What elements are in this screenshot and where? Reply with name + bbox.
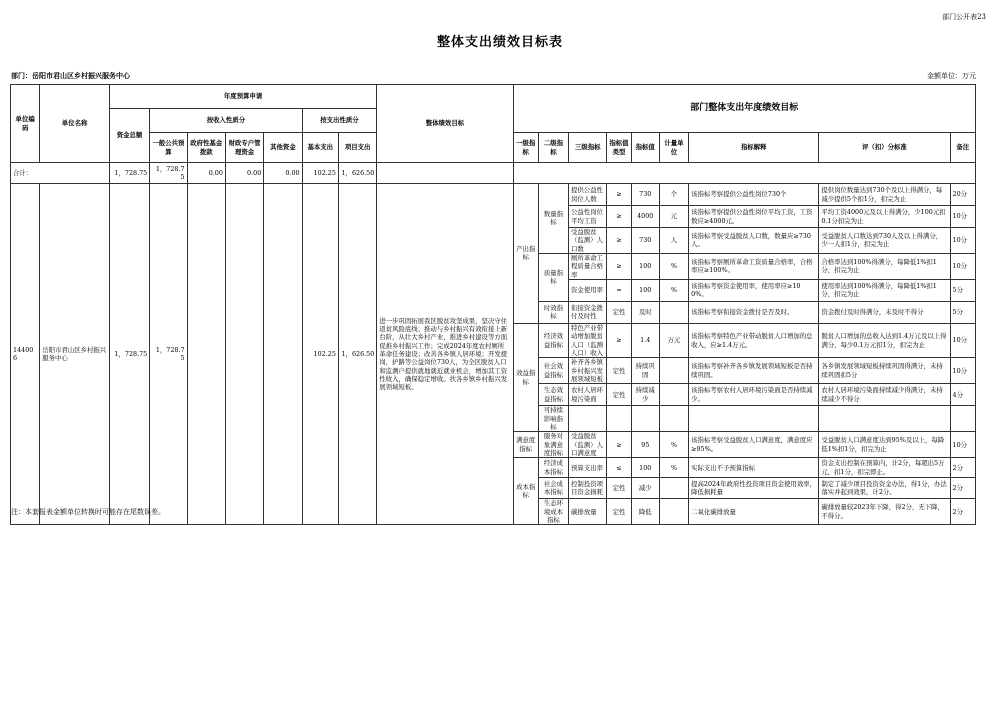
- indicator-type: =: [607, 279, 631, 301]
- indicator-name: 厕所革命工程质量合格率: [569, 253, 607, 279]
- indicator-remark: 10分: [950, 228, 975, 254]
- basic-expense-header: 基本支出: [302, 133, 338, 163]
- indicator-explanation: 该指标考察衔接资金拨付是否及时。: [689, 301, 819, 323]
- total-special: 0.00: [225, 163, 263, 184]
- indicator-remark: 10分: [950, 358, 975, 384]
- indicator-name: 衔接资金拨付及时性: [569, 301, 607, 323]
- level2-timeliness: 时效指标: [538, 301, 568, 323]
- indicator-unit: 人: [659, 228, 688, 254]
- indicator-value: 降低: [631, 499, 659, 525]
- performance-table: [10, 84, 976, 525]
- indicator-remark: 10分: [950, 253, 975, 279]
- indicator-value: 1.4: [631, 323, 659, 357]
- indicator-type: ≥: [607, 228, 631, 254]
- header-row-1: [11, 85, 976, 109]
- level1-cost: 成本指标: [513, 458, 538, 525]
- indicator-scoring: 使用率达到100%得满分，每降低1%扣1分，扣完为止: [819, 279, 950, 301]
- indicator-remark: 20分: [950, 184, 975, 206]
- department-label: 部门：岳阳市君山区乡村振兴服务中心: [11, 71, 130, 80]
- indicator-scoring: 制定了减少项目投资资金办法，得1分，办法落实并起到效果，计2分。: [819, 478, 950, 499]
- indicator-name: 碳排放量: [569, 499, 607, 525]
- indicator-remark: 2分: [950, 499, 975, 525]
- other-funds-header: 其他资金: [264, 133, 302, 163]
- indicator-remark: 10分: [950, 323, 975, 357]
- unit-general: 1，728.75: [150, 184, 187, 525]
- level2-quality: 质量指标: [538, 253, 568, 301]
- indicator-type: 定性: [607, 301, 631, 323]
- indicator-remark: 5分: [950, 301, 975, 323]
- indicator-type: 定性: [607, 358, 631, 384]
- indicator-name: 资金使用率: [569, 279, 607, 301]
- level3-header: 三级指标: [569, 133, 607, 163]
- indicator-unit: [659, 478, 688, 499]
- level2-social-cost: 社会成本指标: [538, 478, 568, 499]
- indicator-value: 730: [631, 184, 659, 206]
- indicator-type: ≥: [607, 323, 631, 357]
- annual-goal-header: 部门整体支出年度绩效目标: [513, 85, 975, 133]
- indicator-value: 100: [631, 253, 659, 279]
- indicator-unit: %: [659, 458, 688, 478]
- total-gov-fund: 0.00: [187, 163, 225, 184]
- unit-total: 1，728.75: [109, 184, 149, 525]
- indicator-scoring: 农村人居环境污染面持续减少得满分，未持续减少不得分: [819, 384, 950, 406]
- indicator-scoring: 脱贫人口增加的总收入达到1.4万元及以上得满分，每少0.1万元扣1分，扣完为止: [819, 323, 950, 357]
- indicator-name: 农村人居环境污染面: [569, 384, 607, 406]
- annual-budget-header: 年度预算申请: [109, 85, 376, 109]
- total-row: [11, 163, 976, 184]
- indicator-type: ≥: [607, 253, 631, 279]
- by-income-header: 按收入性质分: [150, 109, 302, 133]
- indicator-unit: 个: [659, 184, 688, 206]
- level2-sustainable: 可持续影响指标: [538, 406, 568, 432]
- unit-basic: 102.25: [302, 184, 338, 525]
- indicator-explanation: 该指标考察提供公益性岗位平均工资，工资数应≥4000元。: [689, 206, 819, 228]
- indicator-scoring: 资金拨付及时得满分，未及时不得分: [819, 301, 950, 323]
- total-general: 1，728.75: [150, 163, 187, 184]
- scoring-header: 评（扣）分标准: [819, 133, 950, 163]
- indicator-unit: 万元: [659, 323, 688, 357]
- footnote: 注：本套报表金额单位转换时可能存在尾数误差。: [11, 508, 165, 516]
- special-mgmt-header: 财政专户管理资金: [225, 133, 263, 163]
- indicator-name: 控制投资项目资金损耗: [569, 478, 607, 499]
- indicator-type: ≥: [607, 432, 631, 458]
- project-expense-header: 项目支出: [338, 133, 376, 163]
- indicator-remark: 2分: [950, 478, 975, 499]
- indicator-unit: [659, 301, 688, 323]
- indicator-value: 4000: [631, 206, 659, 228]
- indicator-type: [607, 406, 631, 432]
- level2-ecological: 生态效益指标: [538, 384, 568, 406]
- indicator-name: [569, 406, 607, 432]
- indicator-type: 定性: [607, 478, 631, 499]
- indicator-remark: 10分: [950, 432, 975, 458]
- table-row: [11, 184, 976, 206]
- indicator-type: ≥: [607, 184, 631, 206]
- indicator-explanation: 二氧化碳排放量: [689, 499, 819, 525]
- indicator-unit: 元: [659, 206, 688, 228]
- indicator-scoring: 碳排放量较2023年下降，得2分，无下降，不得分。: [819, 499, 950, 525]
- indicator-scoring: [819, 406, 950, 432]
- indicator-type: ≤: [607, 458, 631, 478]
- level2-social: 社会效益指标: [538, 358, 568, 384]
- gov-fund-header: 政府性基金拨款: [187, 133, 225, 163]
- indicator-value: 持续减少: [631, 384, 659, 406]
- page-title: 整体支出绩效目标表: [436, 35, 563, 50]
- level2-economic-cost: 经济成本指标: [538, 458, 568, 478]
- remark-header: 备注: [950, 133, 975, 163]
- table-number: 部门公开表23: [942, 13, 986, 21]
- indicator-type: 定性: [607, 384, 631, 406]
- indicator-scoring: 平均工资4000元及以上得满分，少100元扣0.1分扣完为止: [819, 206, 950, 228]
- indicator-remark: 10分: [950, 206, 975, 228]
- indicator-type: 定性: [607, 499, 631, 525]
- indicator-value: 100: [631, 458, 659, 478]
- value-header: 指标值: [631, 133, 659, 163]
- by-expense-header: 按支出性质分: [302, 109, 377, 133]
- total-project: 1，626.50: [338, 163, 376, 184]
- indicator-name: 受益脱贫（监测）人口满意度: [569, 432, 607, 458]
- level2-service-satisfaction: 服务对象满意度指标: [538, 432, 568, 458]
- total-basic: 102.25: [302, 163, 338, 184]
- indicator-name: 受益脱贫（监测）人口数: [569, 228, 607, 254]
- indicator-unit: %: [659, 279, 688, 301]
- indicator-unit: [659, 499, 688, 525]
- indicator-explanation: 该指标考察受益脱贫人口满意度，满意度应≥95%。: [689, 432, 819, 458]
- explanation-header: 指标解释: [689, 133, 819, 163]
- indicator-name: 提供公益性岗位人数: [569, 184, 607, 206]
- level2-header: 二级指标: [538, 133, 568, 163]
- indicator-value: [631, 406, 659, 432]
- level2-quantity: 数量指标: [538, 184, 568, 254]
- indicator-explanation: 该指标考察提供公益性岗位730个: [689, 184, 819, 206]
- indicator-explanation: 实际支出不予预算指标: [689, 458, 819, 478]
- level2-economic: 经济效益指标: [538, 323, 568, 357]
- level1-output: 产出指标: [513, 184, 538, 324]
- indicator-scoring: 受益脱贫人口数达到730人及以上得满分，少一人扣1分，扣完为止: [819, 228, 950, 254]
- indicator-unit: %: [659, 253, 688, 279]
- level1-header: 一级指标: [513, 133, 538, 163]
- indicator-scoring: 受益脱贫人口满意度达到95%及以上，每降低1%扣1分，扣完为止: [819, 432, 950, 458]
- indicator-value: 持续巩固: [631, 358, 659, 384]
- indicator-explanation: 该指标考察厕所革命工资质量合格率，合格率应≥100%。: [689, 253, 819, 279]
- indicator-explanation: 该指标考察特色产业带动脱贫人口增加的总收入，应≥1.4万元。: [689, 323, 819, 357]
- indicator-value: 及时: [631, 301, 659, 323]
- money-unit-label: 金额单位：万元: [927, 72, 976, 80]
- level1-satisfaction: 满意度指标: [513, 432, 538, 458]
- indicator-remark: 2分: [950, 458, 975, 478]
- indicator-explanation: 该指标考察农村人居环境污染面是否持续减少。: [689, 384, 819, 406]
- indicator-remark: 5分: [950, 279, 975, 301]
- indicator-type: ≥: [607, 206, 631, 228]
- indicator-name: 补齐各乡镇乡村振兴发展领域短板: [569, 358, 607, 384]
- indicator-value: 100: [631, 279, 659, 301]
- unit-project: 1，626.50: [338, 184, 376, 525]
- indicator-unit: %: [659, 432, 688, 458]
- overall-goal: 进一步巩固拓展我区脱贫攻坚成果，坚决守住返贫风险底线；推动与乡村振兴有效衔接上新台阶，从壮大乡村产业、推进乡村建设等方面促推乡村振兴工作；完成2024年度农村厕所革命任务建设；改善各乡镇人居环境；开发援岗，护路等公益岗位730人，为全区脱贫人口和监测户提供就地就近就业机会，增加其工资性收入，确保稳定增收。扶各乡镇乡村振兴发展领域短板。: [377, 184, 513, 525]
- indicator-remark: 4分: [950, 384, 975, 406]
- total-funds-header: 资金总额: [109, 109, 149, 163]
- indicator-unit: [659, 384, 688, 406]
- indicator-scoring: 资金支出控制在预算内，计2分，每超出5万元，扣1分，扣完即止。: [819, 458, 950, 478]
- indicator-scoring: 提供岗位数量达到730个及以上得满分，每减少提供5个扣1分，扣完为止: [819, 184, 950, 206]
- indicator-explanation: 提高2024年政府性投资项目资金使用效率，降低损耗量: [689, 478, 819, 499]
- value-type-header: 指标值类型: [607, 133, 631, 163]
- indicator-value: 减少: [631, 478, 659, 499]
- indicator-value: 730: [631, 228, 659, 254]
- indicator-explanation: [689, 406, 819, 432]
- unit-code-header: 单位编码: [11, 85, 40, 163]
- indicator-scoring: 各乡镇发展领域短板持续巩固得满分，未持续巩固扣5分: [819, 358, 950, 384]
- indicator-name: 公益性岗位平均工资: [569, 206, 607, 228]
- indicator-value: 95: [631, 432, 659, 458]
- unit-code: 144006: [11, 184, 40, 525]
- unit-name: 岳阳市君山区乡村振兴服务中心: [40, 184, 110, 525]
- indicator-name: 预算支出率: [569, 458, 607, 478]
- overall-goal-header: 整体绩效目标: [377, 85, 513, 163]
- indicator-unit: [659, 358, 688, 384]
- total-other: 0.00: [264, 163, 302, 184]
- indicator-name: 特色产业带动增加脱贫人口（监测人口）收入: [569, 323, 607, 357]
- indicator-scoring: 合格率达到100%得满分，每降低1%扣1分，扣完为止: [819, 253, 950, 279]
- unit-name-header: 单位名称: [40, 85, 110, 163]
- measure-unit-header: 计量单位: [659, 133, 688, 163]
- total-funds: 1，728.75: [109, 163, 149, 184]
- general-public-header: 一般公共预算: [150, 133, 187, 163]
- indicator-explanation: 该指标考察受益脱贫人口数，数量应≥730人。: [689, 228, 819, 254]
- indicator-unit: [659, 406, 688, 432]
- total-label: 合计：: [11, 163, 110, 184]
- indicator-remark: [950, 406, 975, 432]
- indicator-explanation: 该指标考察补齐各乡镇发展领域短板是否持续巩固。: [689, 358, 819, 384]
- level1-benefit: 效益指标: [513, 323, 538, 431]
- indicator-explanation: 该指标考察资金使用率，使用率应≥100%。: [689, 279, 819, 301]
- level2-eco-cost: 生态环境成本指标: [538, 499, 568, 525]
